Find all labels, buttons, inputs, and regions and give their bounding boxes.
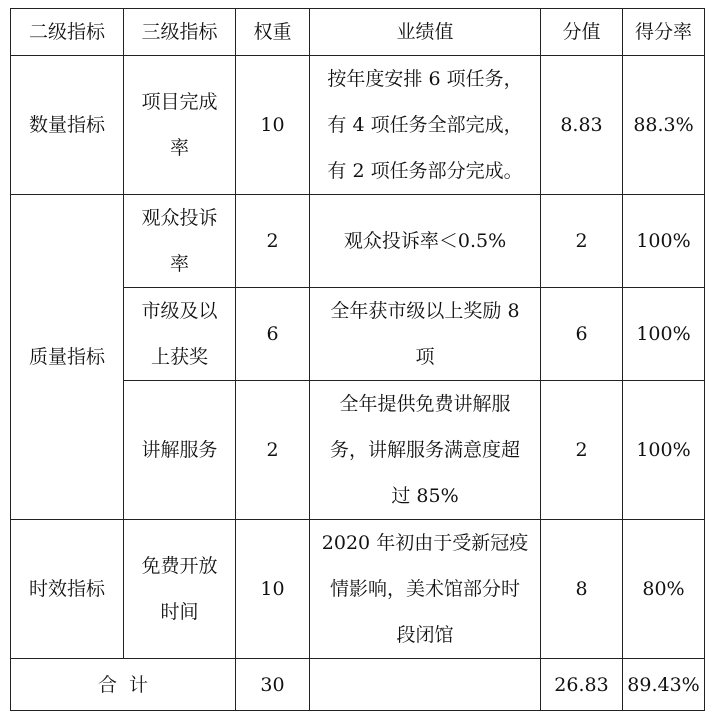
score-cell: 6 [541,288,623,381]
level3-line: 市级及以 [141,300,218,322]
performance-line: 观众投诉率＜0.5% [343,230,507,252]
level3-cell [124,195,236,288]
level2-cell: 质量指标 [11,195,124,520]
total-score: 26.83 [541,659,623,711]
level3-line: 时间 [160,601,199,623]
performance-line: 项 [415,346,435,368]
total-weight: 30 [236,659,310,711]
level3-line: 免费开放 [141,555,218,577]
level3-line: 上获奖 [150,346,208,368]
level3-line: 讲解服务 [141,439,218,461]
table-row [11,56,705,195]
rate-cell: 100% [623,288,705,381]
rate-cell: 80% [623,520,705,659]
level3-line: 观众投诉 [141,207,218,229]
header-level2: 二级指标 [11,9,124,56]
header-score: 分值 [541,9,623,56]
level2-cell: 数量指标 [11,56,124,195]
weight-cell: 10 [236,56,310,195]
performance-line: 全年获市级以上奖励 8 [330,300,520,322]
level3-line: 率 [169,253,189,275]
performance-line: 情影响，美术馆部分时 [329,578,520,600]
total-rate: 89.43% [623,659,705,711]
level3-line: 项目完成 [141,91,218,113]
performance-line: 段闭馆 [396,624,454,646]
performance-cell [310,288,541,381]
weight-cell: 6 [236,288,310,381]
table-row [11,195,705,288]
score-cell: 8 [541,520,623,659]
score-cell: 2 [541,195,623,288]
total-performance [310,659,541,711]
performance-line: 全年提供免费讲解服 [339,393,511,415]
weight-cell: 2 [236,381,310,520]
level3-cell [124,56,236,195]
header-weight: 权重 [236,9,310,56]
performance-line: 有 4 项任务全部完成， [327,114,523,136]
score-cell: 2 [541,381,623,520]
rate-cell: 100% [623,195,705,288]
level3-line: 率 [169,137,189,159]
level3-cell [124,288,236,381]
level2-cell: 时效指标 [11,520,124,659]
rate-cell: 100% [623,381,705,520]
level3-cell [124,520,236,659]
performance-line: 务，讲解服务满意度超 [329,439,520,461]
rate-cell: 88.3% [623,56,705,195]
performance-cell [310,381,541,520]
performance-line: 过 85% [391,485,459,507]
level3-cell [124,381,236,520]
table-row [11,520,705,659]
performance-cell [310,520,541,659]
score-cell: 8.83 [541,56,623,195]
table-header-row [11,9,705,56]
header-level3: 三级指标 [124,9,236,56]
performance-table [10,8,705,711]
performance-line: 2020 年初由于受新冠疫 [321,532,529,554]
weight-cell: 2 [236,195,310,288]
weight-cell: 10 [236,520,310,659]
performance-cell [310,56,541,195]
total-row [11,659,705,711]
performance-line: 有 2 项任务部分完成。 [327,160,523,182]
total-label: 合 计 [11,659,236,711]
performance-line: 按年度安排 6 项任务， [327,68,523,90]
performance-cell [310,195,541,288]
header-rate: 得分率 [623,9,705,56]
header-performance: 业绩值 [310,9,541,56]
